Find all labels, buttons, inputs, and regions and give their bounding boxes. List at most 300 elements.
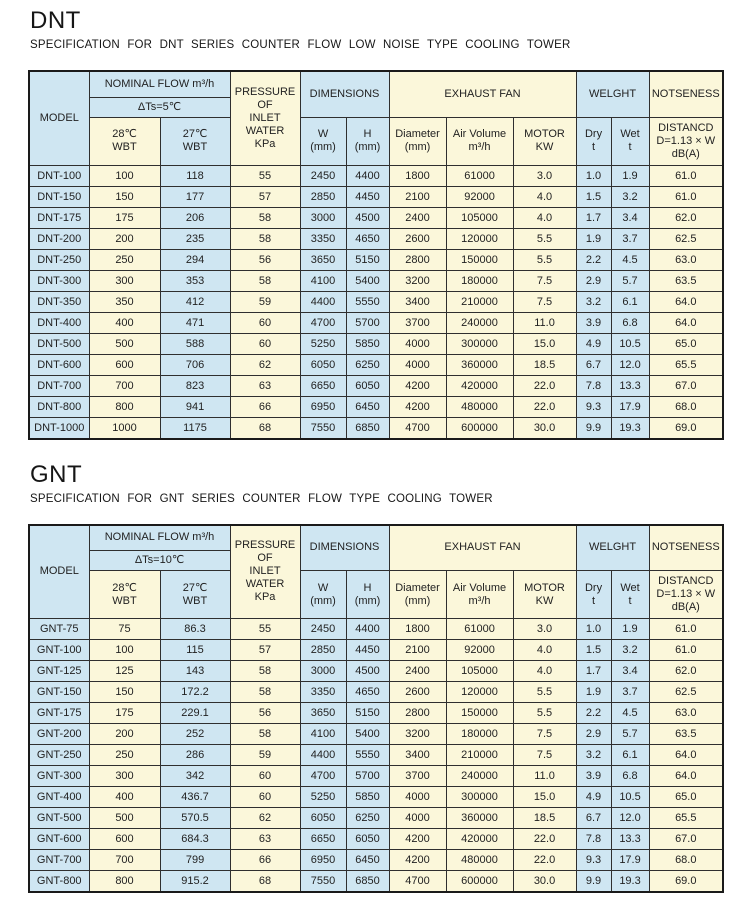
cell-noise-distance: 62.5	[649, 228, 723, 249]
cell-fan-motor-kw: 3.0	[513, 619, 576, 640]
cell-fan-diameter: 2800	[389, 249, 446, 270]
cell-weight-dry: 3.9	[576, 766, 611, 787]
cell-noise-distance: 64.0	[649, 312, 723, 333]
table-row	[29, 207, 723, 228]
table-row	[29, 850, 723, 871]
header-pressure: PRESSURE OF INLET WATER KPa	[230, 71, 300, 165]
cell-weight-dry: 1.9	[576, 682, 611, 703]
cell-flow-27wbt: 229.1	[160, 703, 230, 724]
cell-dim-w: 4100	[300, 270, 346, 291]
cell-pressure: 63	[230, 375, 300, 396]
cell-fan-diameter: 1800	[389, 619, 446, 640]
cell-model: DNT-800	[29, 396, 89, 417]
header-wbt-28: 28℃ WBT	[89, 571, 160, 619]
cell-weight-dry: 1.0	[576, 165, 611, 186]
table-row	[29, 703, 723, 724]
gnt-subtitle: SPECIFICATION FOR GNT SERIES COUNTER FLOW TYPE COOLING TOWER	[30, 492, 493, 505]
table-row	[29, 375, 723, 396]
dnt-table-body	[29, 165, 723, 439]
cell-flow-28wbt: 75	[89, 619, 160, 640]
table-row	[29, 228, 723, 249]
cell-fan-diameter: 4200	[389, 396, 446, 417]
cell-weight-wet: 19.3	[611, 871, 649, 893]
cell-pressure: 57	[230, 186, 300, 207]
cell-dim-h: 4650	[346, 228, 389, 249]
gnt-section	[0, 462, 750, 894]
cell-dim-h: 6450	[346, 850, 389, 871]
cell-dim-h: 5150	[346, 249, 389, 270]
cell-weight-dry: 1.5	[576, 640, 611, 661]
cell-flow-27wbt: 177	[160, 186, 230, 207]
cell-fan-motor-kw: 4.0	[513, 186, 576, 207]
header-width-mm: W (mm)	[300, 117, 346, 165]
cell-flow-28wbt: 400	[89, 787, 160, 808]
cell-flow-28wbt: 700	[89, 850, 160, 871]
cell-dim-w: 2850	[300, 186, 346, 207]
header-air-volume: Air Volume m³/h	[446, 571, 513, 619]
cell-fan-motor-kw: 30.0	[513, 871, 576, 893]
cell-flow-27wbt: 286	[160, 745, 230, 766]
header-weight: WELGHT	[576, 525, 649, 571]
cell-noise-distance: 65.5	[649, 808, 723, 829]
cell-dim-w: 4700	[300, 312, 346, 333]
cell-fan-air-volume: 360000	[446, 808, 513, 829]
header-fan-diameter: Diameter (mm)	[389, 571, 446, 619]
cell-pressure: 63	[230, 829, 300, 850]
cell-dim-w: 4100	[300, 724, 346, 745]
cell-model: GNT-800	[29, 871, 89, 893]
cell-flow-28wbt: 1000	[89, 417, 160, 439]
table-row	[29, 291, 723, 312]
cell-noise-distance: 61.0	[649, 186, 723, 207]
header-weight: WELGHT	[576, 71, 649, 117]
cell-weight-wet: 6.8	[611, 766, 649, 787]
cell-fan-air-volume: 210000	[446, 291, 513, 312]
cell-weight-dry: 1.5	[576, 186, 611, 207]
cell-dim-h: 4500	[346, 207, 389, 228]
cell-model: DNT-500	[29, 333, 89, 354]
cell-fan-diameter: 3200	[389, 724, 446, 745]
table-row	[29, 787, 723, 808]
table-row	[29, 270, 723, 291]
cell-fan-motor-kw: 18.5	[513, 808, 576, 829]
cell-flow-27wbt: 915.2	[160, 871, 230, 893]
cell-fan-diameter: 4700	[389, 871, 446, 893]
header-model: MODEL	[29, 525, 89, 619]
cell-flow-27wbt: 115	[160, 640, 230, 661]
cell-dim-h: 5550	[346, 745, 389, 766]
cell-weight-wet: 4.5	[611, 249, 649, 270]
cell-weight-wet: 6.1	[611, 291, 649, 312]
cell-pressure: 57	[230, 640, 300, 661]
cell-flow-28wbt: 150	[89, 186, 160, 207]
cell-fan-motor-kw: 22.0	[513, 375, 576, 396]
cell-dim-w: 6050	[300, 808, 346, 829]
cell-flow-27wbt: 235	[160, 228, 230, 249]
cell-pressure: 68	[230, 871, 300, 893]
cell-fan-air-volume: 120000	[446, 228, 513, 249]
header-dimensions: DIMENSIONS	[300, 71, 389, 117]
cell-dim-h: 6050	[346, 829, 389, 850]
cell-weight-dry: 7.8	[576, 375, 611, 396]
cell-fan-air-volume: 105000	[446, 207, 513, 228]
table-row	[29, 871, 723, 893]
cell-flow-28wbt: 800	[89, 871, 160, 893]
cell-flow-28wbt: 300	[89, 766, 160, 787]
cell-weight-dry: 4.9	[576, 333, 611, 354]
cell-fan-motor-kw: 5.5	[513, 703, 576, 724]
cell-dim-h: 6850	[346, 871, 389, 893]
cell-flow-27wbt: 86.3	[160, 619, 230, 640]
header-pressure: PRESSURE OF INLET WATER KPa	[230, 525, 300, 619]
cell-dim-h: 4400	[346, 619, 389, 640]
cell-dim-h: 5700	[346, 766, 389, 787]
cell-flow-27wbt: 172.2	[160, 682, 230, 703]
cell-dim-h: 6050	[346, 375, 389, 396]
header-air-volume: Air Volume m³/h	[446, 117, 513, 165]
cell-dim-w: 4700	[300, 766, 346, 787]
cell-noise-distance: 63.5	[649, 270, 723, 291]
cell-flow-27wbt: 252	[160, 724, 230, 745]
cell-flow-28wbt: 175	[89, 703, 160, 724]
cell-weight-dry: 9.9	[576, 417, 611, 439]
cell-flow-27wbt: 684.3	[160, 829, 230, 850]
cell-fan-diameter: 2100	[389, 640, 446, 661]
cell-flow-28wbt: 600	[89, 354, 160, 375]
cell-fan-air-volume: 210000	[446, 745, 513, 766]
cell-model: GNT-600	[29, 829, 89, 850]
cell-flow-28wbt: 400	[89, 312, 160, 333]
cell-weight-dry: 3.2	[576, 745, 611, 766]
cell-dim-w: 6950	[300, 850, 346, 871]
cell-dim-w: 3650	[300, 703, 346, 724]
cell-model: DNT-1000	[29, 417, 89, 439]
cell-fan-diameter: 4700	[389, 417, 446, 439]
cell-noise-distance: 68.0	[649, 850, 723, 871]
cell-flow-27wbt: 588	[160, 333, 230, 354]
cell-dim-w: 6650	[300, 375, 346, 396]
cell-noise-distance: 63.0	[649, 249, 723, 270]
cell-fan-motor-kw: 22.0	[513, 396, 576, 417]
cell-model: DNT-100	[29, 165, 89, 186]
cell-pressure: 58	[230, 270, 300, 291]
cell-noise-distance: 63.5	[649, 724, 723, 745]
cell-dim-h: 6850	[346, 417, 389, 439]
cell-weight-dry: 1.7	[576, 207, 611, 228]
cell-weight-wet: 13.3	[611, 829, 649, 850]
cell-model: GNT-150	[29, 682, 89, 703]
cell-pressure: 58	[230, 724, 300, 745]
cell-fan-air-volume: 150000	[446, 249, 513, 270]
header-width-mm: W (mm)	[300, 571, 346, 619]
cell-flow-28wbt: 200	[89, 724, 160, 745]
cell-noise-distance: 62.0	[649, 207, 723, 228]
cell-model: GNT-75	[29, 619, 89, 640]
cell-flow-27wbt: 471	[160, 312, 230, 333]
cell-pressure: 58	[230, 682, 300, 703]
cell-fan-air-volume: 240000	[446, 766, 513, 787]
table-row	[29, 417, 723, 439]
cell-dim-w: 2450	[300, 165, 346, 186]
cell-flow-28wbt: 350	[89, 291, 160, 312]
cell-flow-28wbt: 175	[89, 207, 160, 228]
gnt-title: GNT	[30, 460, 83, 488]
cell-fan-diameter: 4200	[389, 829, 446, 850]
cell-noise-distance: 61.0	[649, 640, 723, 661]
cell-dim-w: 3000	[300, 207, 346, 228]
cell-weight-wet: 4.5	[611, 703, 649, 724]
cell-fan-diameter: 2800	[389, 703, 446, 724]
cell-fan-motor-kw: 11.0	[513, 312, 576, 333]
header-dry-weight: Dry t	[576, 571, 611, 619]
cell-flow-28wbt: 700	[89, 375, 160, 396]
cell-weight-dry: 2.2	[576, 703, 611, 724]
cell-weight-dry: 2.2	[576, 249, 611, 270]
cell-dim-h: 6450	[346, 396, 389, 417]
cell-fan-motor-kw: 5.5	[513, 249, 576, 270]
cell-weight-dry: 6.7	[576, 354, 611, 375]
cell-fan-air-volume: 240000	[446, 312, 513, 333]
cell-fan-air-volume: 120000	[446, 682, 513, 703]
cell-weight-wet: 13.3	[611, 375, 649, 396]
cell-flow-28wbt: 600	[89, 829, 160, 850]
cell-fan-diameter: 4000	[389, 333, 446, 354]
cell-dim-h: 5850	[346, 333, 389, 354]
cell-fan-air-volume: 480000	[446, 396, 513, 417]
cell-pressure: 56	[230, 249, 300, 270]
cell-pressure: 56	[230, 703, 300, 724]
cell-fan-air-volume: 61000	[446, 165, 513, 186]
cell-fan-diameter: 3700	[389, 766, 446, 787]
cell-pressure: 58	[230, 228, 300, 249]
gnt-spec-table	[28, 524, 724, 894]
cell-pressure: 66	[230, 396, 300, 417]
cell-fan-air-volume: 300000	[446, 333, 513, 354]
cell-flow-28wbt: 150	[89, 682, 160, 703]
cell-flow-28wbt: 250	[89, 745, 160, 766]
cell-flow-27wbt: 570.5	[160, 808, 230, 829]
cell-weight-wet: 3.2	[611, 186, 649, 207]
cell-noise-distance: 63.0	[649, 703, 723, 724]
header-fan-diameter: Diameter (mm)	[389, 117, 446, 165]
table-row	[29, 766, 723, 787]
cell-dim-h: 6250	[346, 808, 389, 829]
cell-pressure: 58	[230, 207, 300, 228]
table-row	[29, 682, 723, 703]
cell-weight-wet: 5.7	[611, 724, 649, 745]
cell-dim-w: 5250	[300, 333, 346, 354]
cell-weight-dry: 2.9	[576, 724, 611, 745]
cell-flow-28wbt: 250	[89, 249, 160, 270]
cell-fan-air-volume: 150000	[446, 703, 513, 724]
header-noise-distance: DISTANCD D=1.13 × W dB(A)	[649, 117, 723, 165]
cell-noise-distance: 69.0	[649, 871, 723, 893]
header-exhaust-fan: EXHAUST FAN	[389, 525, 576, 571]
cell-dim-w: 3350	[300, 682, 346, 703]
cell-fan-motor-kw: 22.0	[513, 850, 576, 871]
cell-model: GNT-700	[29, 850, 89, 871]
cell-fan-motor-kw: 3.0	[513, 165, 576, 186]
cell-noise-distance: 65.0	[649, 787, 723, 808]
cell-model: DNT-150	[29, 186, 89, 207]
cell-weight-wet: 3.7	[611, 682, 649, 703]
table-row	[29, 808, 723, 829]
cell-pressure: 58	[230, 661, 300, 682]
cell-fan-diameter: 4200	[389, 850, 446, 871]
cell-model: DNT-600	[29, 354, 89, 375]
cell-weight-wet: 5.7	[611, 270, 649, 291]
cell-pressure: 60	[230, 787, 300, 808]
cell-model: GNT-500	[29, 808, 89, 829]
cell-fan-motor-kw: 15.0	[513, 333, 576, 354]
cell-weight-wet: 3.4	[611, 661, 649, 682]
header-wbt-27: 27℃ WBT	[160, 117, 230, 165]
header-height-mm: H (mm)	[346, 571, 389, 619]
cell-dim-h: 5550	[346, 291, 389, 312]
cell-weight-dry: 7.8	[576, 829, 611, 850]
cell-noise-distance: 62.0	[649, 661, 723, 682]
cell-weight-wet: 6.1	[611, 745, 649, 766]
cell-pressure: 66	[230, 850, 300, 871]
cell-fan-motor-kw: 18.5	[513, 354, 576, 375]
table-row	[29, 829, 723, 850]
cell-fan-air-volume: 92000	[446, 186, 513, 207]
cell-flow-27wbt: 294	[160, 249, 230, 270]
cell-flow-27wbt: 143	[160, 661, 230, 682]
table-row	[29, 186, 723, 207]
header-height-mm: H (mm)	[346, 117, 389, 165]
header-noise-distance: DISTANCD D=1.13 × W dB(A)	[649, 571, 723, 619]
cell-pressure: 60	[230, 333, 300, 354]
cell-dim-w: 7550	[300, 871, 346, 893]
cell-model: GNT-175	[29, 703, 89, 724]
cell-flow-27wbt: 706	[160, 354, 230, 375]
cell-dim-w: 6650	[300, 829, 346, 850]
header-motor-kw: MOTOR KW	[513, 571, 576, 619]
cell-fan-diameter: 4000	[389, 787, 446, 808]
header-delta-ts: ΔTs=10℃	[89, 551, 230, 571]
cell-weight-dry: 6.7	[576, 808, 611, 829]
cell-weight-wet: 1.9	[611, 619, 649, 640]
cell-model: DNT-250	[29, 249, 89, 270]
header-motor-kw: MOTOR KW	[513, 117, 576, 165]
cell-flow-27wbt: 823	[160, 375, 230, 396]
cell-dim-h: 4450	[346, 186, 389, 207]
cell-fan-diameter: 3700	[389, 312, 446, 333]
cell-fan-motor-kw: 7.5	[513, 291, 576, 312]
table-row	[29, 165, 723, 186]
cell-fan-motor-kw: 4.0	[513, 661, 576, 682]
table-row	[29, 661, 723, 682]
cell-model: DNT-700	[29, 375, 89, 396]
cell-fan-motor-kw: 15.0	[513, 787, 576, 808]
cell-fan-air-volume: 360000	[446, 354, 513, 375]
cell-fan-motor-kw: 7.5	[513, 745, 576, 766]
cell-noise-distance: 65.0	[649, 333, 723, 354]
header-wbt-28: 28℃ WBT	[89, 117, 160, 165]
cell-fan-air-volume: 420000	[446, 375, 513, 396]
cell-noise-distance: 61.0	[649, 619, 723, 640]
cell-dim-w: 5250	[300, 787, 346, 808]
cell-flow-27wbt: 436.7	[160, 787, 230, 808]
cell-dim-w: 6950	[300, 396, 346, 417]
cell-fan-diameter: 3200	[389, 270, 446, 291]
cell-fan-air-volume: 180000	[446, 270, 513, 291]
table-row	[29, 333, 723, 354]
cell-dim-h: 4650	[346, 682, 389, 703]
cell-model: GNT-125	[29, 661, 89, 682]
cell-dim-w: 4400	[300, 291, 346, 312]
cell-weight-dry: 3.9	[576, 312, 611, 333]
cell-weight-dry: 4.9	[576, 787, 611, 808]
cell-weight-wet: 12.0	[611, 354, 649, 375]
cell-dim-h: 5700	[346, 312, 389, 333]
cell-flow-28wbt: 500	[89, 333, 160, 354]
cell-weight-wet: 3.4	[611, 207, 649, 228]
cell-weight-wet: 6.8	[611, 312, 649, 333]
cell-fan-motor-kw: 11.0	[513, 766, 576, 787]
dnt-title: DNT	[30, 7, 81, 34]
header-exhaust-fan: EXHAUST FAN	[389, 71, 576, 117]
cell-model: DNT-400	[29, 312, 89, 333]
table-row	[29, 354, 723, 375]
cell-flow-28wbt: 200	[89, 228, 160, 249]
header-wbt-27: 27℃ WBT	[160, 571, 230, 619]
cell-fan-air-volume: 92000	[446, 640, 513, 661]
cell-weight-wet: 10.5	[611, 787, 649, 808]
cell-flow-27wbt: 206	[160, 207, 230, 228]
cell-noise-distance: 67.0	[649, 829, 723, 850]
cell-model: GNT-400	[29, 787, 89, 808]
cell-pressure: 62	[230, 808, 300, 829]
header-noiseness: NOTSENESS	[649, 71, 723, 117]
cell-weight-dry: 3.2	[576, 291, 611, 312]
header-noiseness: NOTSENESS	[649, 525, 723, 571]
cell-model: DNT-175	[29, 207, 89, 228]
cell-dim-h: 5150	[346, 703, 389, 724]
cell-noise-distance: 61.0	[649, 165, 723, 186]
cell-noise-distance: 64.0	[649, 291, 723, 312]
cell-fan-diameter: 1800	[389, 165, 446, 186]
cell-pressure: 60	[230, 766, 300, 787]
cell-model: GNT-100	[29, 640, 89, 661]
cell-fan-diameter: 2400	[389, 207, 446, 228]
cell-fan-motor-kw: 4.0	[513, 207, 576, 228]
cell-weight-dry: 1.0	[576, 619, 611, 640]
cell-dim-w: 3650	[300, 249, 346, 270]
header-wet-weight: Wet t	[611, 571, 649, 619]
cell-fan-air-volume: 480000	[446, 850, 513, 871]
cell-flow-28wbt: 800	[89, 396, 160, 417]
header-nominal-flow: NOMINAL FLOW m³/h	[89, 525, 230, 551]
cell-weight-wet: 17.9	[611, 396, 649, 417]
cell-fan-diameter: 4200	[389, 375, 446, 396]
cell-flow-28wbt: 125	[89, 661, 160, 682]
cell-fan-air-volume: 180000	[446, 724, 513, 745]
cell-noise-distance: 65.5	[649, 354, 723, 375]
header-model: MODEL	[29, 71, 89, 165]
cell-model: GNT-300	[29, 766, 89, 787]
cell-dim-h: 4450	[346, 640, 389, 661]
cell-model: DNT-300	[29, 270, 89, 291]
cell-dim-w: 2850	[300, 640, 346, 661]
cell-fan-diameter: 2400	[389, 661, 446, 682]
cell-fan-motor-kw: 5.5	[513, 682, 576, 703]
cell-flow-27wbt: 799	[160, 850, 230, 871]
cell-weight-dry: 1.7	[576, 661, 611, 682]
table-row	[29, 745, 723, 766]
cell-noise-distance: 64.0	[649, 766, 723, 787]
